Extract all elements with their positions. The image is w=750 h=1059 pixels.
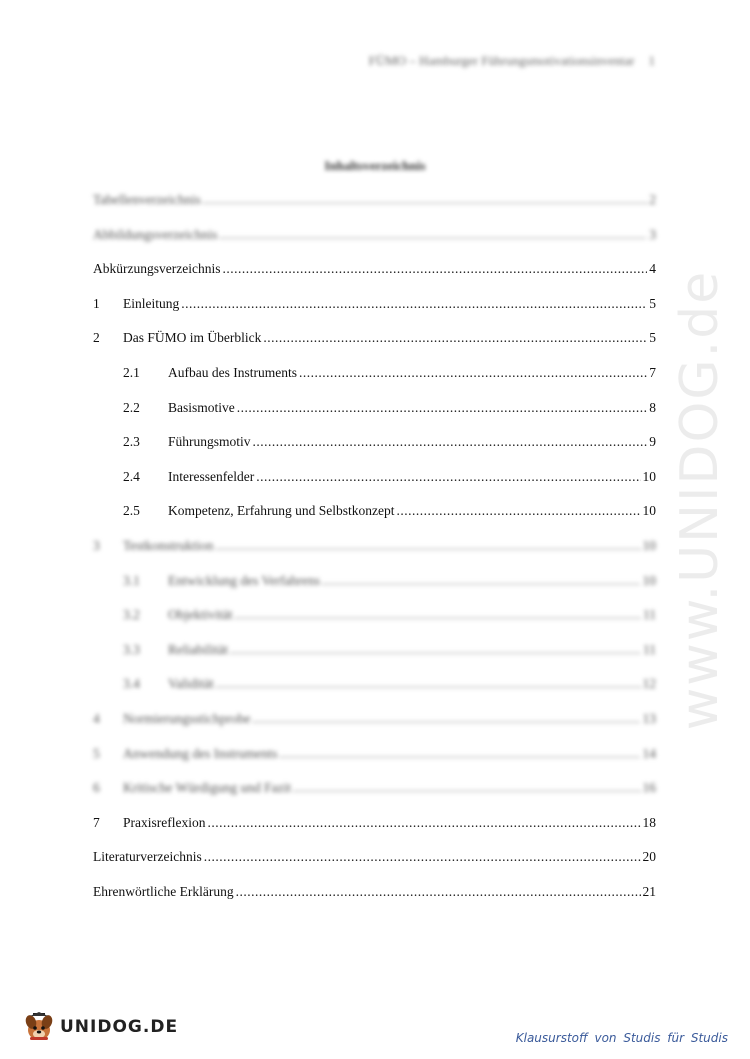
toc-entry[interactable]: [123, 573, 656, 593]
toc-entry-label: Das FÜMO im Überblick: [123, 330, 262, 346]
toc-dot-leader: [279, 746, 640, 762]
toc-entry-number: 4: [93, 711, 100, 726]
toc-entry-page: 2: [649, 192, 656, 207]
toc-entry-number: 2: [93, 330, 100, 346]
toc-dot-leader: [237, 400, 648, 416]
toc-entry-label: Einleitung: [123, 295, 180, 311]
toc-entry-number: 2.5: [123, 503, 140, 519]
toc-entry-label: Testkonstruktion: [123, 538, 214, 553]
footer-slogan: Klausurstoff von Studis für Studis: [515, 1031, 728, 1045]
toc-entry-label: Aufbau des Instruments: [168, 365, 297, 380]
toc-entry[interactable]: [93, 261, 656, 281]
toc-dot-leader: [181, 296, 647, 312]
header-title: FÜMO – Hamburger Führungsmotivationsinventar: [368, 53, 635, 68]
toc-entry-page: 18: [642, 814, 656, 830]
toc-dot-leader: [230, 642, 641, 658]
toc-dot-leader: [236, 884, 641, 900]
toc-entry[interactable]: [93, 884, 656, 904]
toc-dot-leader: [293, 780, 640, 796]
toc-entry-page: 11: [643, 641, 656, 657]
logo-text: UNIDOG.DE: [60, 1017, 179, 1037]
toc-entry-page: 16: [642, 780, 656, 796]
toc-dot-leader: [253, 434, 648, 450]
toc-entry[interactable]: [123, 400, 656, 420]
toc-entry-label: Ehrenwörtliche Erklärung: [93, 884, 234, 899]
toc-entry-page: 11: [643, 607, 656, 623]
toc-entry[interactable]: [123, 676, 656, 696]
watermark: [640, 270, 750, 730]
toc-entry-number: 3.1: [123, 572, 140, 588]
toc-dot-leader: [235, 607, 642, 623]
toc-entry[interactable]: [93, 711, 656, 731]
toc-dot-leader: [216, 538, 641, 554]
toc-entry-page: 21: [642, 884, 656, 899]
toc-entry-page: 10: [642, 572, 656, 588]
toc-entry[interactable]: [93, 227, 656, 247]
toc-dot-leader: [203, 192, 648, 208]
toc-entry[interactable]: [93, 296, 656, 316]
toc-entry-label: Abkürzungsverzeichnis: [93, 261, 221, 277]
toc-entry-label: Abbildungsverzeichnis: [93, 226, 218, 242]
toc-entry-page: 7: [649, 365, 656, 380]
toc-entry-label: Praxisreflexion: [123, 814, 206, 830]
toc-entry-number: 2.1: [123, 365, 140, 380]
toc-entry-number: 5: [93, 745, 100, 761]
toc-dot-leader: [222, 261, 647, 277]
toc-entry-label: Anwendung des Instruments: [123, 745, 278, 761]
toc-entry-label: Objektivität: [168, 607, 233, 623]
toc-entry[interactable]: [123, 365, 656, 385]
toc-dot-leader: [207, 815, 640, 831]
toc-entry-page: 14: [642, 745, 656, 761]
toc-entry-page: 4: [649, 261, 656, 277]
toc-dot-leader: [219, 227, 647, 243]
toc-entry-page: 5: [649, 295, 656, 311]
watermark-text: www.UNIDOG.de: [670, 269, 730, 731]
toc-entry-number: 7: [93, 814, 100, 830]
toc-entry-label: Kompetenz, Erfahrung und Selbstkonzept: [168, 503, 395, 519]
toc-entry-page: 10: [642, 538, 656, 553]
running-header: [369, 53, 655, 69]
toc-entry-page: 10: [642, 468, 656, 484]
unidog-logo[interactable]: [22, 1010, 178, 1044]
toc-entry[interactable]: [123, 503, 656, 523]
toc-entry-number: 6: [93, 780, 100, 796]
toc-entry-number: 3.2: [123, 607, 140, 623]
toc-entry-number: 2.2: [123, 399, 140, 415]
toc-entry-number: 3.4: [123, 676, 140, 692]
toc-dot-leader: [299, 365, 647, 381]
toc-entry[interactable]: [93, 192, 656, 212]
toc-entry-page: 12: [642, 676, 656, 692]
toc-entry[interactable]: [93, 746, 656, 766]
toc-dot-leader: [204, 849, 641, 865]
toc-dot-leader: [256, 469, 640, 485]
toc-entry-label: Interessenfelder: [168, 468, 255, 484]
toc-dot-leader: [263, 330, 647, 346]
toc-entry-page: 3: [649, 226, 656, 242]
toc-dot-leader: [396, 503, 640, 519]
toc-entry-page: 20: [642, 849, 656, 865]
toc-title: Inhaltsverzeichnis: [324, 158, 426, 173]
toc-entry-number: 3: [93, 538, 100, 553]
toc-entry[interactable]: [93, 849, 656, 869]
toc-entry-page: 13: [642, 711, 656, 726]
toc-entry-label: Kritische Würdigung und Fazit: [123, 780, 292, 796]
toc-entry-label: Normierungsstichprobe: [123, 711, 251, 726]
header-page-number: 1: [648, 53, 655, 68]
toc-entry-label: Führungsmotiv: [168, 434, 251, 450]
toc-entry-label: Tabellenverzeichnis: [93, 192, 201, 207]
toc-entry-page: 9: [649, 434, 656, 450]
toc-entry-label: Validität: [168, 676, 214, 692]
toc-entry[interactable]: [123, 642, 656, 662]
toc-entry-page: 10: [642, 503, 656, 519]
toc-entry[interactable]: [93, 780, 656, 800]
dog-mascot-icon: [22, 1010, 58, 1044]
toc-entry[interactable]: [123, 469, 656, 489]
toc-entry-page: 8: [649, 399, 656, 415]
toc-entry-number: 3.3: [123, 641, 140, 657]
toc-entry[interactable]: [123, 434, 656, 454]
toc-entry[interactable]: [93, 538, 656, 558]
toc-dot-leader: [252, 711, 640, 727]
toc-entry-number: 2.4: [123, 468, 140, 484]
toc-entry-label: Reliabilität: [168, 641, 228, 657]
toc-entry[interactable]: [93, 330, 656, 350]
toc-entry-number: 1: [93, 295, 100, 311]
toc-entry-page: 5: [649, 330, 656, 346]
toc-entry-label: Basismotive: [168, 399, 235, 415]
toc-dot-leader: [216, 676, 641, 692]
toc-entry[interactable]: [123, 607, 656, 627]
toc-entry-label: Literaturverzeichnis: [93, 849, 202, 865]
toc-entry-number: 2.3: [123, 434, 140, 450]
toc-dot-leader: [322, 573, 641, 589]
toc-entry-label: Entwicklung des Verfahrens: [168, 572, 320, 588]
toc-entry[interactable]: [93, 815, 656, 835]
